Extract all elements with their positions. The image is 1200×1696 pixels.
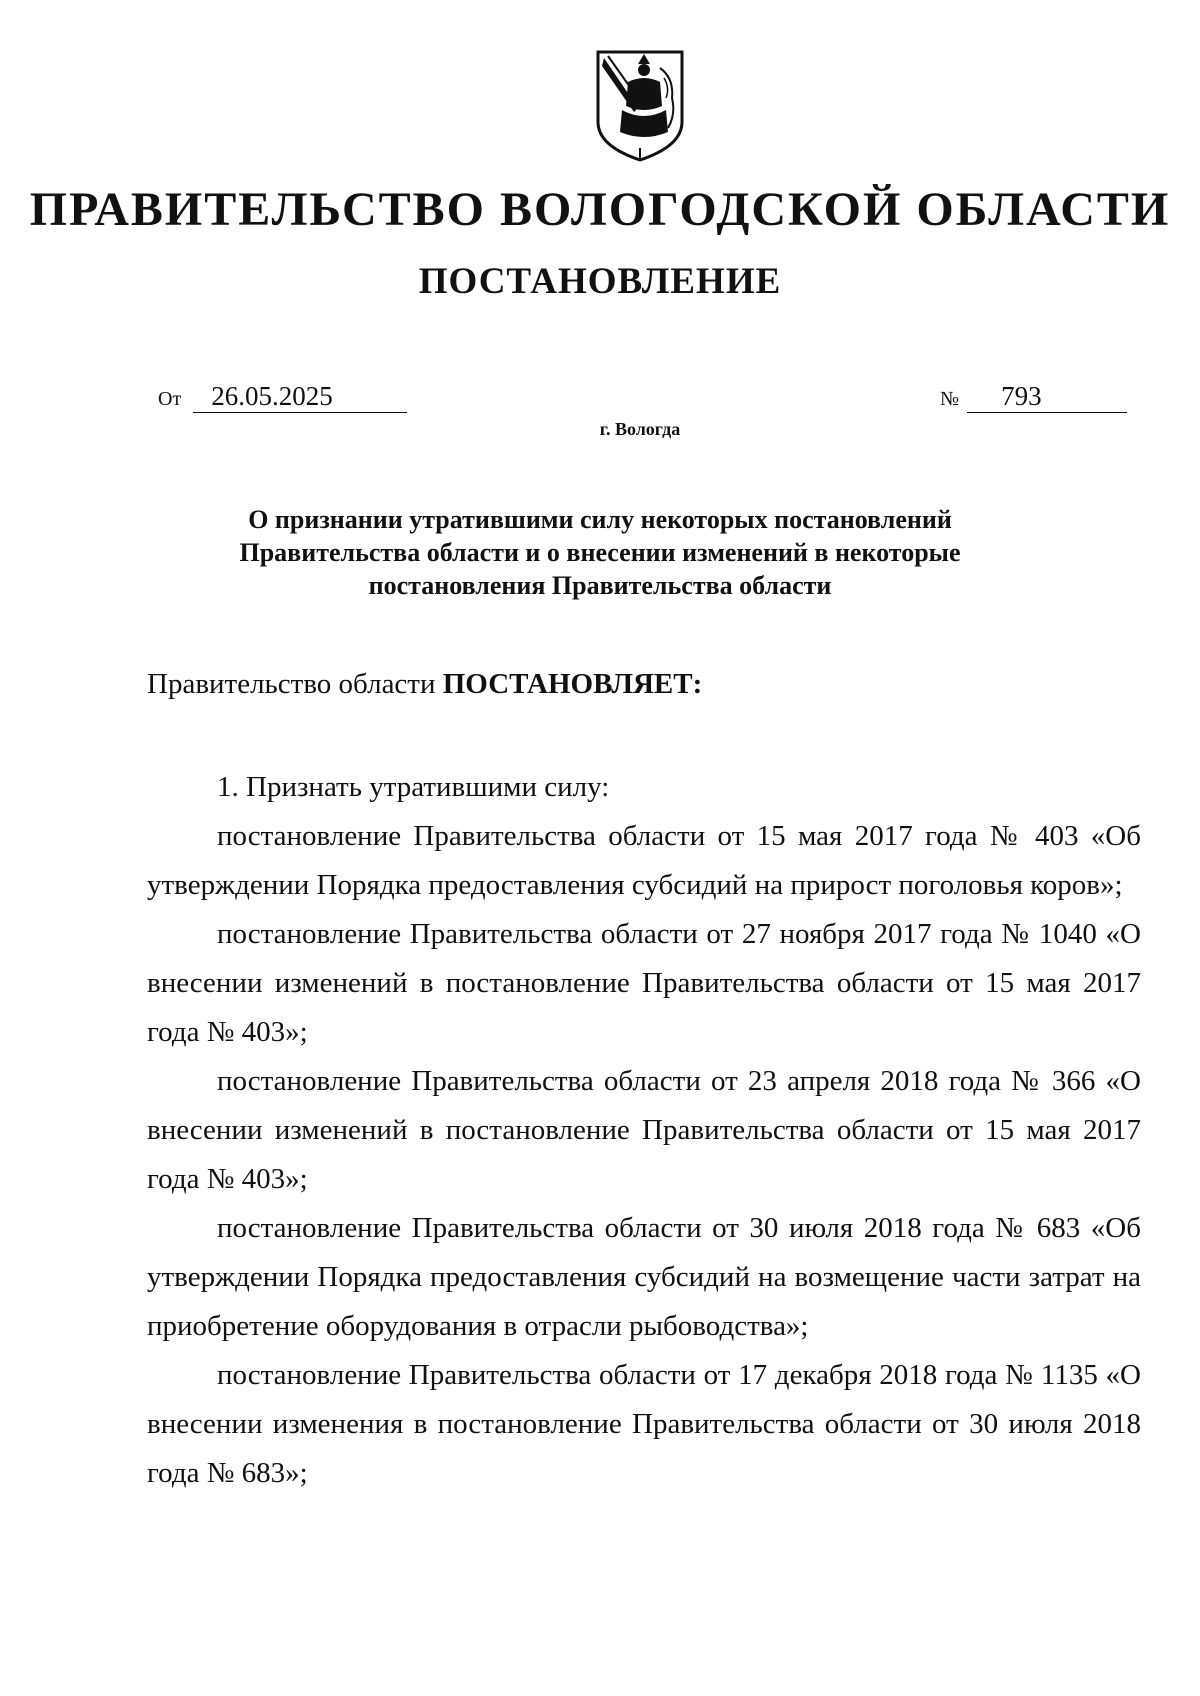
preamble-text: Правительство области xyxy=(147,668,443,700)
preamble xyxy=(147,666,702,702)
date-prefix: От xyxy=(158,388,182,410)
subject-line: постановления Правительства области xyxy=(368,571,832,600)
subject-line: О признании утратившими силу некоторых постановлений xyxy=(248,505,952,534)
document-number: 793 xyxy=(967,380,1127,413)
coat-of-arms-icon xyxy=(594,48,686,164)
city-label: г. Вологда xyxy=(599,419,681,439)
document-type: ПОСТАНОВЛЕНИЕ xyxy=(418,261,782,302)
document-subject xyxy=(0,503,1200,602)
preamble-resolves: ПОСТАНОВЛЯЕТ: xyxy=(442,668,703,700)
document-body xyxy=(147,763,1141,1498)
body-paragraph: 1. Признать утратившими силу: xyxy=(217,771,610,803)
document-date: 26.05.2025 xyxy=(193,380,407,413)
body-paragraph: постановление Правительства области от 17 декабря 2018 года № 1135 «О внесении изменения в постановление Правительства области от 30 июля 2018 года № 683»; xyxy=(147,1359,1141,1489)
date-field xyxy=(158,380,407,413)
body-paragraph: постановление Правительства области от 27 ноября 2017 года № 1040 «О внесении изменений в постановление Правительства области от 15 мая 2017 года № 403»; xyxy=(147,918,1141,1048)
body-paragraph: постановление Правительства области от 23 апреля 2018 года № 366 «О внесении изменений в постановление Правительства области от 15 мая 2017 года № 403»; xyxy=(147,1065,1141,1195)
body-paragraph: постановление Правительства области от 30 июля 2018 года № 683 «Об утверждении Порядка предоставления субсидий на возмещение части затрат на приобретение оборудования в отрасли рыбоводства»; xyxy=(147,1212,1141,1342)
number-field xyxy=(940,380,1127,413)
number-prefix: № xyxy=(940,388,960,410)
body-paragraph: постановление Правительства области от 15 мая 2017 года № 403 «Об утверждении Порядка предоставления субсидий на прирост поголовья коров»; xyxy=(147,820,1141,901)
government-name: ПРАВИТЕЛЬСТВО ВОЛОГОДСКОЙ ОБЛАСТИ xyxy=(29,183,1171,236)
subject-line: Правительства области и о внесении изменений в некоторые xyxy=(239,538,961,567)
